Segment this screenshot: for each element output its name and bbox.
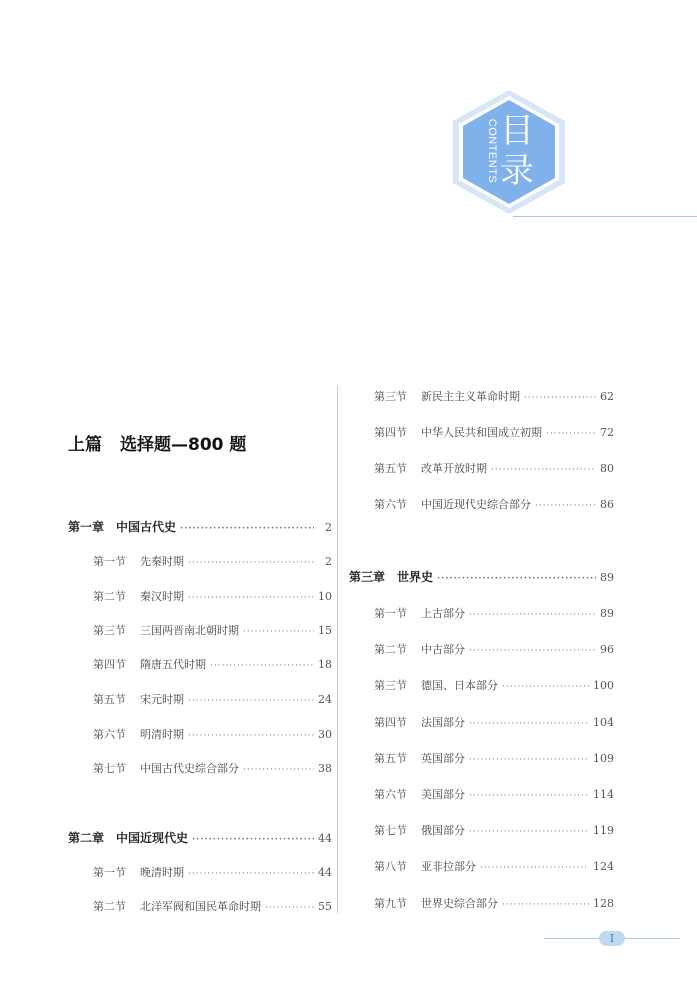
leader-dots [535,501,596,511]
chapter-title: 中国近现代史 [116,831,189,845]
section-title: 三国两晋南北朝时期 [140,624,239,637]
section-number: 第九节 [374,897,407,910]
section-number: 第二节 [93,590,126,603]
toc-chapter-1[interactable] [68,518,332,535]
page-number: 96 [600,643,614,656]
page-number: 100 [593,679,614,692]
leader-dots [469,719,589,729]
leader-dots [480,863,589,873]
page-number: 55 [318,900,332,913]
section-title: 晚清时期 [140,866,184,879]
section-title: 明清时期 [140,728,184,741]
section-title: 中国近现代史综合部分 [421,498,531,511]
part-title [68,430,264,455]
leader-dots [188,593,314,603]
chapter-title: 世界史 [397,570,434,584]
section-title: 美国部分 [421,788,465,801]
toc-section[interactable] [374,822,614,838]
toc-section[interactable] [93,726,332,742]
leader-dots [180,524,314,534]
page-number: 30 [318,728,332,741]
page-number: 2 [325,555,332,568]
section-title: 德国、日本部分 [421,679,498,692]
toc-section[interactable] [374,424,614,440]
section-title: 隋唐五代时期 [140,658,206,671]
leader-dots [188,869,314,879]
page-number: 128 [593,897,614,910]
section-title: 亚非拉部分 [421,860,476,873]
footer-line-left [544,938,599,939]
leader-dots [210,661,314,671]
page-number: 18 [318,658,332,671]
toc-section[interactable] [93,864,332,880]
section-number: 第四节 [374,716,407,729]
chapter-number: 第一章 [68,520,105,534]
page-number: 15 [318,624,332,637]
leader-dots [502,682,589,692]
page-number: 38 [318,762,332,775]
section-number: 第一节 [93,555,126,568]
section-number: 第六节 [374,788,407,801]
column-divider [337,385,338,913]
toc-section[interactable] [93,898,332,914]
leader-dots [469,791,589,801]
chapter-title: 中国古代史 [116,520,177,534]
section-title: 先秦时期 [140,555,184,568]
toc-section[interactable] [93,588,332,604]
toc-chapter-3[interactable] [349,568,614,585]
page-number: 89 [600,571,614,584]
leader-dots [469,646,596,656]
toc-section[interactable] [374,388,614,404]
leader-dots [502,900,589,910]
footer-line-right [625,938,680,939]
page-number: 89 [600,607,614,620]
section-title: 北洋军阀和国民革命时期 [140,900,261,913]
section-title: 中华人民共和国成立初期 [421,426,542,439]
leader-dots [469,827,589,837]
leader-dots [491,465,596,475]
section-title: 上古部分 [421,607,465,620]
leader-dots [469,755,589,765]
toc-section[interactable] [93,691,332,707]
section-number: 第五节 [374,462,407,475]
page-number: 124 [593,860,614,873]
section-title: 秦汉时期 [140,590,184,603]
section-number: 第六节 [374,498,407,511]
section-number: 第五节 [374,752,407,765]
contents-title-en: CONTENTS [486,118,498,184]
leader-dots [524,393,596,403]
page-number: 104 [593,716,614,729]
section-number: 第六节 [93,728,126,741]
section-number: 第七节 [93,762,126,775]
page-number: 86 [600,498,614,511]
section-title: 法国部分 [421,716,465,729]
toc-section[interactable] [374,677,614,693]
leader-dots [188,696,314,706]
leader-dots [192,835,314,845]
toc-section[interactable] [374,641,614,657]
section-title: 中古部分 [421,643,465,656]
page-number: 44 [318,866,332,879]
toc-section[interactable] [374,714,614,730]
section-title: 俄国部分 [421,824,465,837]
leader-dots [469,610,596,620]
page-number: 10 [318,590,332,603]
leader-dots [243,627,314,637]
page-number: 80 [600,462,614,475]
toc-section[interactable] [374,605,614,621]
section-title: 新民主主义革命时期 [421,390,520,403]
section-number: 第一节 [374,607,407,620]
leader-dots [188,731,314,741]
section-title: 改革开放时期 [421,462,487,475]
section-title: 英国部分 [421,752,465,765]
section-number: 第五节 [93,693,126,706]
section-number: 第八节 [374,860,407,873]
part-heading: 选择题—800 题 [120,435,247,455]
chapter-number: 第二章 [68,831,105,845]
toc-section[interactable] [374,750,614,766]
toc-section[interactable] [374,786,614,802]
page-number: 62 [600,390,614,403]
section-number: 第三节 [93,624,126,637]
section-number: 第四节 [93,658,126,671]
page-number: 114 [593,788,614,801]
page-number: 72 [600,426,614,439]
header-accent-line [513,216,697,217]
toc-section[interactable] [93,553,332,569]
leader-dots [265,903,314,913]
leader-dots [437,574,596,584]
page-number: 44 [318,832,332,845]
contents-title-zh: 目录 [500,111,534,191]
footer-page-number: I [599,931,625,946]
toc-section[interactable] [93,622,332,638]
page-number: 2 [325,521,332,534]
section-number: 第三节 [374,390,407,403]
toc-section[interactable] [374,496,614,512]
page-number: 109 [593,752,614,765]
page-number: 119 [593,824,614,837]
section-title: 世界史综合部分 [421,897,498,910]
toc-section[interactable] [374,895,614,911]
part-label: 上篇 [68,435,102,455]
section-number: 第四节 [374,426,407,439]
section-title: 宋元时期 [140,693,184,706]
toc-section[interactable] [374,460,614,476]
toc-section[interactable] [93,656,332,672]
section-number: 第三节 [374,679,407,692]
section-number: 第二节 [93,900,126,913]
section-number: 第一节 [93,866,126,879]
chapter-number: 第三章 [349,570,386,584]
toc-section[interactable] [93,760,332,776]
section-title: 中国古代史综合部分 [140,762,239,775]
section-number: 第二节 [374,643,407,656]
toc-chapter-2[interactable] [68,829,332,846]
section-number: 第七节 [374,824,407,837]
leader-dots [243,765,314,775]
toc-section[interactable] [374,858,614,874]
page-number: 24 [318,693,332,706]
leader-dots [546,429,596,439]
leader-dots [188,558,314,568]
